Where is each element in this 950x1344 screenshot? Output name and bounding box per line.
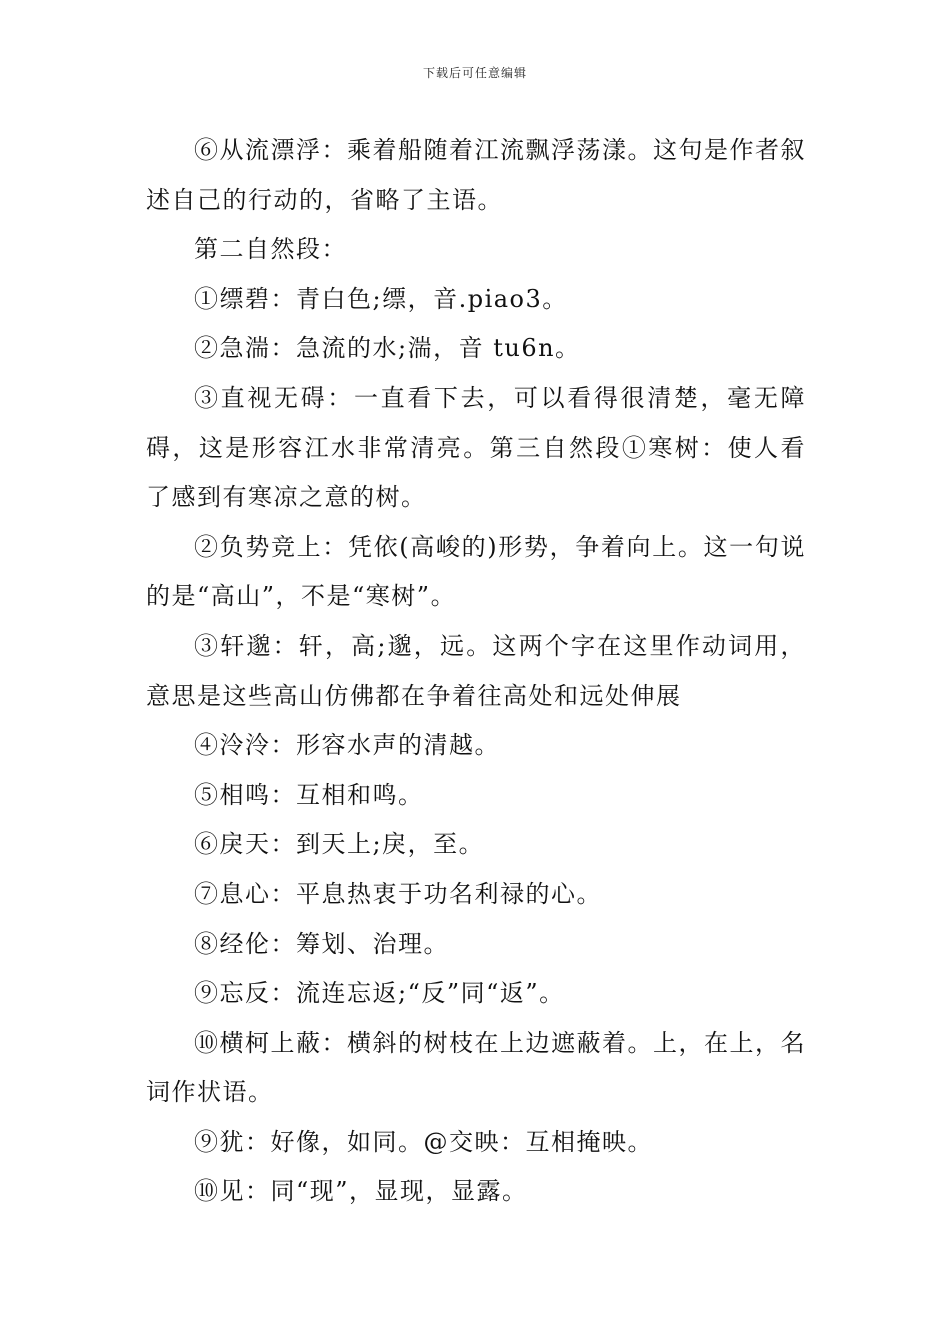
paragraph: ⑥从流漂浮：乘着船随着江流飘浮荡漾。这句是作者叙述自己的行动的，省略了主语。: [146, 136, 806, 214]
paragraph: ⑧经伦：筹划、治理。: [194, 929, 449, 958]
page-header: 下载后可任意编辑: [422, 66, 527, 80]
paragraph: ②急湍：急流的水;湍，音 tu6n。: [194, 334, 581, 363]
paragraph: ①缥碧：青白色;缥，音.piao3。: [194, 284, 568, 313]
paragraph: ③直视无碍：一直看下去，可以看得很清楚，毫无障碍，这是形容江水非常清亮。第三自然段①寒树：使人看了感到有寒凉之意的树。: [146, 383, 806, 512]
paragraph: ⑥戾天：到天上;戾，至。: [194, 830, 485, 859]
paragraph: ⑨忘反：流连忘返;“反”同“返”。: [194, 979, 565, 1008]
paragraph: ②负势竞上：凭依(高峻的)形势，争着向上。这一句说的是“高山”，不是“寒树”。: [146, 532, 806, 611]
paragraph: ⑨犹：好像，如同。@交映：互相掩映。: [194, 1127, 653, 1156]
paragraph: ⑤相鸣：互相和鸣。: [194, 780, 424, 809]
paragraph: ⑩见：同“现”，显现，显露。: [194, 1177, 528, 1206]
paragraph: ③轩邈：轩，高;邈，远。这两个字在这里作动词用，意思是这些高山仿佛都在争着往高处和远处伸展: [146, 631, 806, 710]
document-body: [146, 126, 806, 1217]
paragraph: ⑩横柯上蔽：横斜的树枝在上边遮蔽着。上，在上，名词作状语。: [146, 1028, 806, 1107]
paragraph: ④泠泠：形容水声的清越。: [194, 731, 500, 760]
paragraph: ⑦息心：平息热衷于功名利禄的心。: [194, 879, 602, 908]
paragraph: 第二自然段：: [194, 235, 347, 264]
